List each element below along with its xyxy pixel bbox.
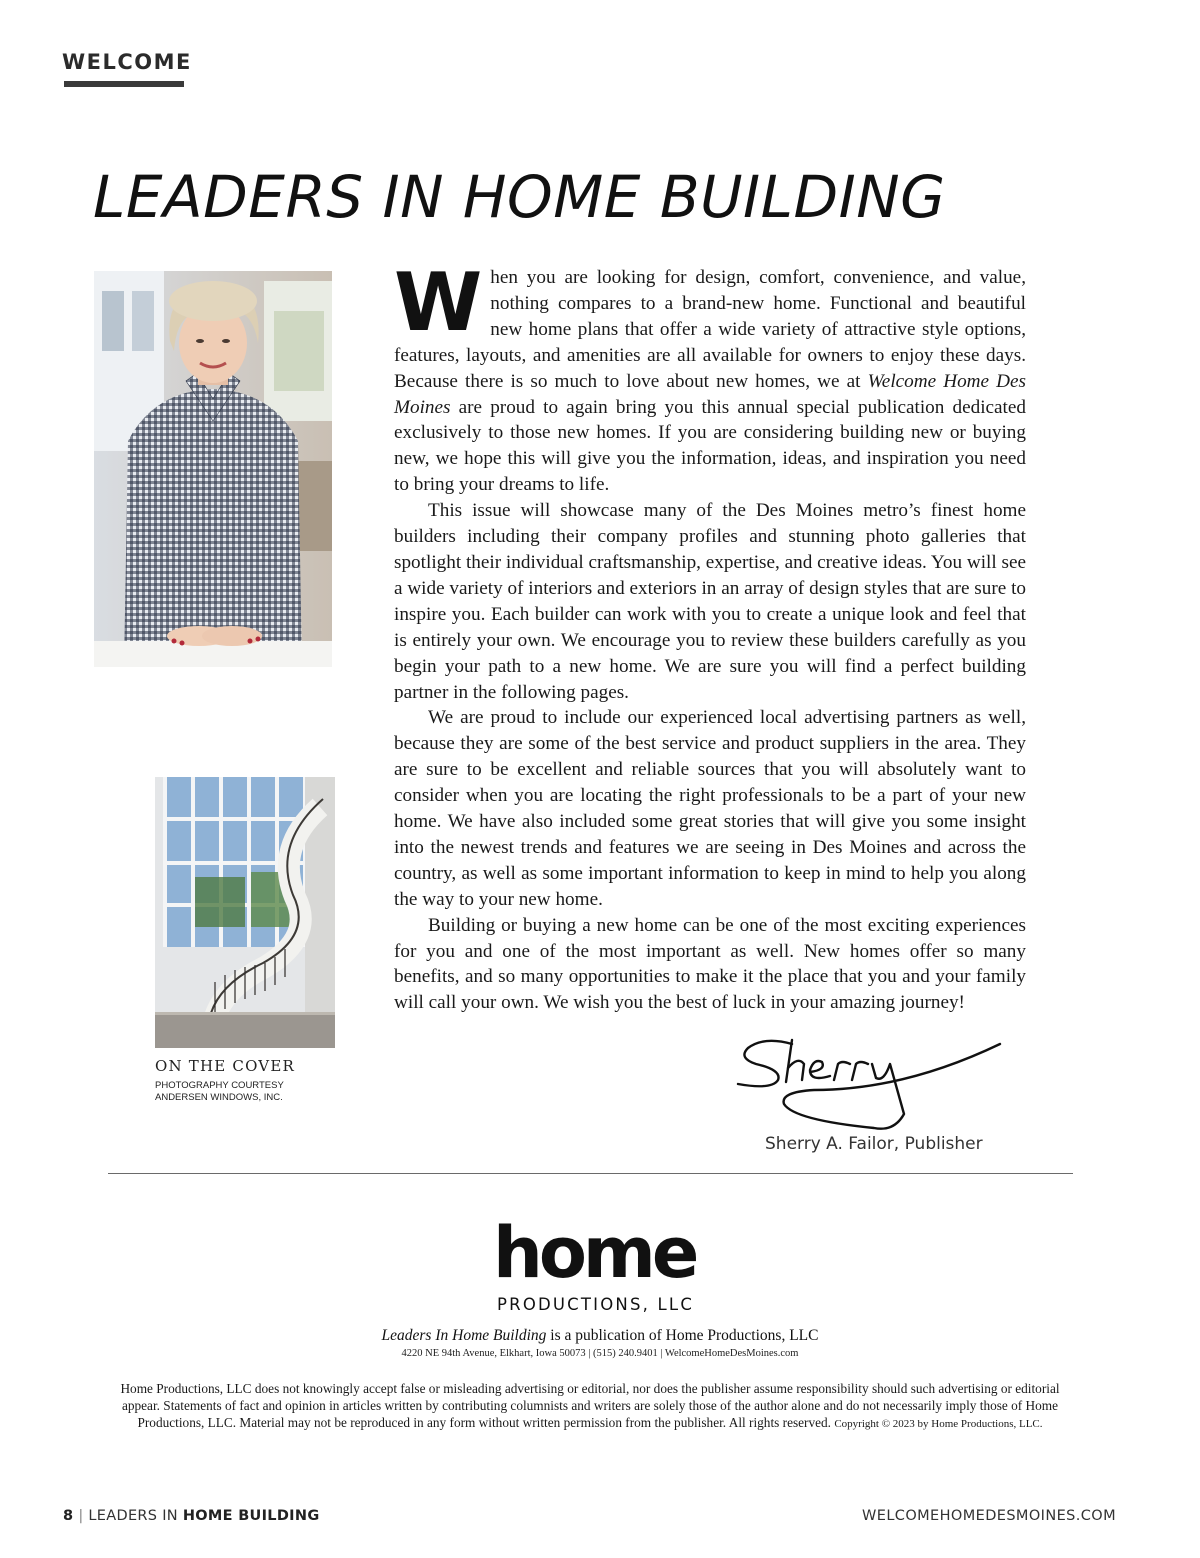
folio-publication-bold: HOME BUILDING [182, 1508, 320, 1524]
publication-title-italic: Leaders In Home Building [381, 1327, 547, 1344]
disclaimer-text: Home Productions, LLC does not knowingly accept false or misleading advertising or editorial, nor does the publisher assume responsibility should such advertising or editorial appear. Statements of fact and opinion in articles written by contributing columnists and writers are solely those of the author alone and do not necessarily imply those of Home Productions, LLC. Material may not be reproduced in any form without written permission from the publisher. All rights reserved. [120, 1381, 1060, 1430]
publisher-photo [94, 271, 332, 667]
section-label: WELCOME [62, 50, 192, 74]
page-title: LEADERS IN HOME BUILDING [93, 163, 946, 231]
signer-name: Sherry A. Failor, Publisher [765, 1134, 983, 1154]
page-folio [63, 1508, 320, 1524]
folio-publication-light: LEADERS IN [88, 1508, 178, 1524]
publication-statement [0, 1327, 1200, 1345]
cover-caption-title: ON THE COVER [155, 1057, 295, 1075]
cover-photo-credit [155, 1080, 325, 1104]
footer-divider [108, 1173, 1073, 1174]
publication-statement-rest: is a publication of Home Productions, LLC [546, 1327, 819, 1344]
credit-line-2: ANDERSEN WINDOWS, INC. [155, 1092, 283, 1103]
magazine-name-italic: Welcome Home Des Moines [394, 370, 1026, 418]
publisher-address: 4220 NE 94th Avenue, Elkhart, Iowa 50073 | (515) 240.9401 | WelcomeHomeDesMoines.com [401, 1348, 799, 1359]
folio-separator: | [78, 1508, 84, 1524]
credit-line-1: PHOTOGRAPHY COURTESY [155, 1080, 284, 1091]
cover-photo [155, 777, 335, 1048]
home-productions-logo-sub: PRODUCTIONS, LLC [497, 1295, 695, 1314]
paragraph-1-text-b: are proud to again bring you this annual special publication dedicated exclusively to those new homes. If you are considering building new or buying new, we hope this will give you the information, ideas, and inspiration you need to bring your dreams to life. [394, 396, 1026, 496]
paragraph-1-text-a: hen you are looking for design, comfort, convenience, and value, nothing compares to a brand-new home. Functional and beautiful new home plans that offer a wide variety of attractive style options, features, layouts, and amenities are all available for owners to enjoy these days. Because there is so much to love about new homes, we at [394, 267, 1026, 392]
article-paragraph-2: This issue will showcase many of the Des Moines metro’s finest home builders including their company profiles and stunning photo galleries that spotlight their individual craftsmanship, expertise, and creative ideas. You will see a wide variety of interiors and exteriors in an array of design styles that are sure to inspire you. Each builder can work with you to create a unique look and feel that is entirely your own. We encourage you to review these builders carefully as you begin your path to a new home. We are sure you will find a perfect building partner in the following pages. [394, 500, 1026, 703]
legal-disclaimer [100, 1380, 1080, 1433]
article-paragraph-3: We are proud to include our experienced local advertising partners as well, because they are some of the best service and product suppliers in the area. They are sure to be excellent and reliable sources that you will absolutely want to consider when you are locating the right professionals to be a part of your new home. We have also included some great stories that will give you some insight into the newest trends and features we are seeing in Des Moines and across the country, as well as some important information to keep in mind to help you along the way to your new home. [394, 707, 1026, 910]
handwritten-signature [734, 1034, 1004, 1134]
page-number: 8 [63, 1508, 74, 1524]
article-paragraph-1 [394, 256, 1026, 498]
section-underline [64, 81, 184, 87]
website-url[interactable]: WELCOMEHOMEDESMOINES.COM [862, 1508, 1116, 1524]
home-productions-logo-word: home [493, 1212, 696, 1294]
drop-cap: W [394, 256, 483, 349]
copyright-notice: Copyright © 2023 by Home Productions, LLC. [834, 1418, 1043, 1430]
article-body [394, 256, 1026, 1016]
article-paragraph-4: Building or buying a new home can be one of the most exciting experiences for you and one of the most important as well. New homes offer so many benefits, and so many opportunities to make it the place that you and your family will call your own. We wish you the best of luck in your amazing journey! [394, 914, 1026, 1014]
